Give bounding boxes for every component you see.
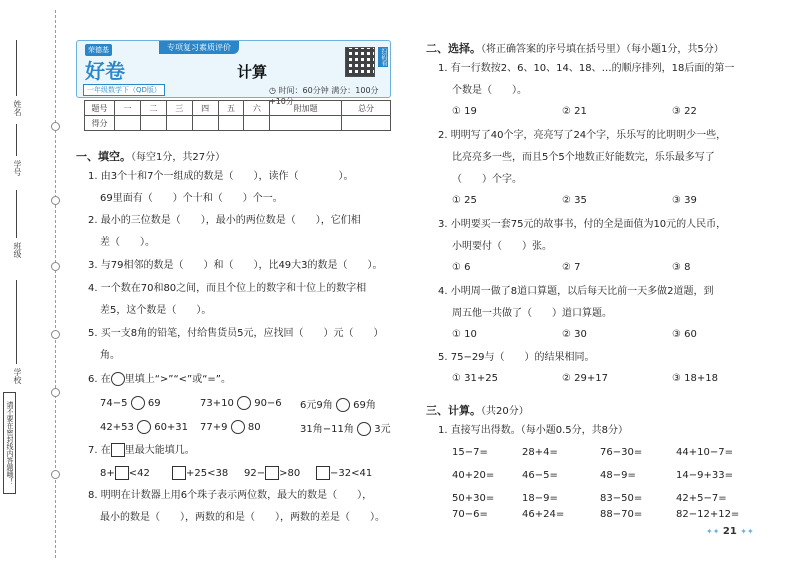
compare-left: 31角−11角 [300, 424, 354, 435]
table-cell: 一 [115, 101, 141, 116]
binding-hole-2 [51, 196, 60, 205]
brand-logo: 好卷 [85, 59, 125, 83]
question-7-prefix: 7. 在 [88, 445, 111, 456]
compare-circle-icon [111, 372, 125, 386]
mc-option[interactable]: ① 10 [452, 329, 477, 340]
mc-option[interactable]: ③ 60 [672, 329, 697, 340]
compare-item [300, 420, 391, 436]
blank-square-icon [111, 443, 125, 457]
compare-left: 73+10 [200, 398, 234, 409]
question-8a: 8. 明明在计数器上用6个珠子表示两位数，最大的数是（ ）， [88, 490, 373, 501]
score-input-cell[interactable] [270, 116, 342, 131]
fill-item [244, 466, 300, 480]
answer-circle[interactable] [336, 398, 350, 412]
calc-item[interactable]: 76−30= [600, 447, 643, 458]
question-5a: 5. 买一支8角的铅笔，付给售货员5元，应找回（ ）元（ ） [88, 328, 384, 339]
mc-option[interactable]: ③ 22 [672, 106, 697, 117]
score-input-cell[interactable] [166, 116, 192, 131]
calc-item[interactable]: 28+4= [522, 447, 558, 458]
compare-left: 6元9角 [300, 400, 333, 411]
mc-option[interactable]: ③ 8 [672, 262, 691, 273]
fill-left: 92− [244, 468, 266, 479]
score-input-cell[interactable] [192, 116, 218, 131]
compare-right: 80 [247, 422, 261, 433]
fill-item [316, 466, 372, 480]
answer-square[interactable] [265, 466, 279, 480]
mc-option[interactable]: ② 29+17 [562, 373, 608, 384]
star-decor-icon: ✦✦ [740, 527, 754, 536]
fill-right: −32<41 [330, 468, 373, 479]
answer-circle[interactable] [357, 422, 371, 436]
section3-note: （共20分） [481, 406, 529, 417]
table-cell: 三 [166, 101, 192, 116]
table-cell: 题号 [85, 101, 115, 116]
question-6-prefix: 6. 在 [88, 374, 111, 385]
answer-circle[interactable] [137, 420, 151, 434]
score-table [84, 100, 391, 131]
mc-option[interactable]: ③ 39 [672, 195, 697, 206]
compare-left: 42+53 [100, 422, 134, 433]
mc-option[interactable]: ① 31+25 [452, 373, 498, 384]
calc-item[interactable]: 42+5−7= [676, 493, 727, 504]
answer-square[interactable] [316, 466, 330, 480]
calc-item[interactable]: 46−5= [522, 470, 558, 481]
table-cell: 附加题 [270, 101, 342, 116]
compare-item [100, 396, 161, 410]
calc-item[interactable]: 40+20= [452, 470, 495, 481]
mc-option[interactable]: ③ 18+18 [672, 373, 718, 384]
id-line [16, 124, 17, 156]
page-number-value: 21 [722, 526, 737, 537]
calc-item[interactable]: 88−70= [600, 509, 643, 520]
mc-question-3b: 小明要付（ ）张。 [452, 241, 552, 252]
question-2a: 2. 最小的三位数是（ ），最小的两位数是（ ），它们相 [88, 215, 361, 226]
compare-right: 60+31 [154, 422, 189, 433]
mc-option[interactable]: ② 30 [562, 329, 587, 340]
class-line [16, 190, 17, 238]
fill-right: <42 [128, 468, 150, 479]
compare-left: 77+9 [200, 422, 228, 433]
mc-option[interactable]: ② 35 [562, 195, 587, 206]
fill-item [172, 466, 228, 480]
mc-question-2b: 比亮亮多一些，而且5个5个地数正好能数完，乐乐最多写了 [452, 152, 715, 163]
calc-item[interactable]: 50+30= [452, 493, 495, 504]
mc-question-2a: 2. 明明写了40个字，亮亮写了24个字，乐乐写的比明明少一些， [438, 130, 727, 141]
mc-option[interactable]: ② 21 [562, 106, 587, 117]
question-8b: 最小的数是（ ），两数的和是（ ），两数的差是（ ）。 [100, 512, 385, 523]
mc-option[interactable]: ① 25 [452, 195, 477, 206]
mc-question-1a: 1. 有一行数按2、6、10、14、18、…的顺序排列，18后面的第一 [438, 63, 735, 74]
calc-item[interactable]: 82−12+12= [676, 509, 740, 520]
calc-question-1: 1. 直接写出得数。（每小题0.5分，共8分） [438, 425, 628, 436]
grade-tag: 一年级数学下（QD版） [83, 84, 165, 96]
section3-heading: 三、计算。 [426, 404, 481, 417]
question-1a: 1. 由3个十和7个一组成的数是（ ），读作（ ）。 [88, 171, 354, 182]
class-label: 班级 [13, 242, 22, 258]
compare-right: 3元 [374, 424, 391, 435]
score-input-cell[interactable] [140, 116, 166, 131]
question-4a: 4. 一个数在70和80之间，而且个位上的数字和十位上的数字相 [88, 283, 367, 294]
mc-question-4a: 4. 小明周一做了8道口算题，以后每天比前一天多做2道题，到 [438, 286, 714, 297]
calc-item[interactable]: 15−7= [452, 447, 488, 458]
score-table-score-row [85, 116, 391, 131]
table-cell: 六 [244, 101, 270, 116]
mc-question-1b: 个数是（ ）。 [452, 85, 527, 96]
calc-item[interactable]: 14−9+33= [676, 470, 733, 481]
question-7 [88, 443, 195, 458]
compare-item [100, 420, 188, 434]
calc-item[interactable]: 44+10−7= [676, 447, 733, 458]
section1-heading: 一、填空。 [76, 150, 131, 163]
section1-title [76, 148, 225, 164]
mc-option[interactable]: ① 19 [452, 106, 477, 117]
answer-square[interactable] [115, 466, 129, 480]
seal-warning-note: 请不要在密封线内答题哦！ [3, 392, 16, 494]
qr-code-icon [345, 47, 375, 77]
full-score: 满分：100分+10分 [269, 86, 379, 106]
compare-item [200, 420, 261, 434]
question-3: 3. 与79相邻的数是（ ）和（ ），比49大3的数是（ ）。 [88, 260, 383, 271]
score-input-cell[interactable] [218, 116, 244, 131]
binding-sidebar [0, 0, 62, 569]
brand-tag: 荣德基 [85, 44, 112, 56]
answer-circle[interactable] [131, 396, 145, 410]
question-6-suffix: 里填上“>”“<”或“=”。 [124, 374, 231, 385]
binding-hole-3 [51, 262, 60, 271]
table-cell: 二 [140, 101, 166, 116]
compare-item [300, 396, 376, 412]
mc-question-3a: 3. 小明要买一套75元的故事书，付的全是面值为10元的人民币， [438, 219, 727, 230]
section1-note: （每空1分，共27分） [131, 152, 226, 163]
student-id-label: 学号 [13, 160, 22, 176]
table-cell: 四 [192, 101, 218, 116]
answer-square[interactable] [172, 466, 186, 480]
time-limit: 时间：60分钟 [278, 86, 329, 95]
name-label: 姓名 [13, 100, 22, 116]
section3-title [426, 402, 529, 418]
qr-label: 扫码看 [380, 48, 387, 66]
binding-hole-1 [51, 122, 60, 131]
mc-question-2c: （ ）个字。 [452, 174, 522, 185]
name-line [16, 40, 17, 96]
calc-item[interactable]: 46+24= [522, 509, 565, 520]
compare-right: 69角 [353, 400, 376, 411]
score-table-header-row [85, 101, 391, 116]
page-number [706, 526, 754, 537]
section2-title [426, 40, 724, 56]
clock-icon: ◷ [269, 86, 276, 95]
question-1b: 69里面有（ ）个十和（ ）个一。 [100, 193, 283, 204]
answer-circle[interactable] [231, 420, 245, 434]
mc-question-4b: 周五他一共做了（ ）道口算题。 [452, 308, 612, 319]
table-cell: 得分 [85, 116, 115, 131]
compare-right: 90−6 [254, 398, 282, 409]
score-input-cell[interactable] [244, 116, 270, 131]
compare-left: 74−5 [100, 398, 128, 409]
school-label: 学校 [13, 368, 22, 384]
calc-item[interactable]: 18−9= [522, 493, 558, 504]
question-4b: 差5，这个数是（ ）。 [100, 305, 212, 316]
table-cell: 总分 [342, 101, 391, 116]
fill-right: >80 [279, 468, 301, 479]
mc-option[interactable]: ① 6 [452, 262, 471, 273]
mc-question-5: 5. 75−29与（ ）的结果相同。 [438, 352, 595, 363]
mc-option[interactable]: ② 7 [562, 262, 581, 273]
calc-item[interactable]: 70−6= [452, 509, 488, 520]
score-input-cell[interactable] [342, 116, 391, 131]
compare-right: 69 [147, 398, 161, 409]
table-cell: 五 [218, 101, 244, 116]
binding-hole-6 [51, 470, 60, 479]
fill-right: +25<38 [186, 468, 229, 479]
star-decor-icon: ✦✦ [706, 527, 720, 536]
series-banner: 专项复习素质评价 [159, 41, 239, 54]
section2-note: （将正确答案的序号填在括号里）（每小题1分，共5分） [481, 44, 724, 55]
school-line [16, 280, 17, 364]
section2-heading: 二、选择。 [426, 42, 481, 55]
binding-hole-4 [51, 330, 60, 339]
score-input-cell[interactable] [115, 116, 141, 131]
question-2b: 差（ ）。 [100, 237, 155, 248]
page-title: 计算 [237, 63, 268, 81]
question-7-suffix: 里最大能填几。 [124, 445, 195, 456]
worksheet-header [76, 40, 391, 106]
calc-item[interactable]: 48−9= [600, 470, 636, 481]
fill-left: 8+ [100, 468, 115, 479]
fill-item [100, 466, 150, 480]
calc-item[interactable]: 83−50= [600, 493, 643, 504]
question-5b: 角。 [100, 350, 120, 361]
question-6 [88, 372, 231, 387]
binding-hole-5 [51, 388, 60, 397]
answer-circle[interactable] [237, 396, 251, 410]
compare-item [200, 396, 282, 410]
